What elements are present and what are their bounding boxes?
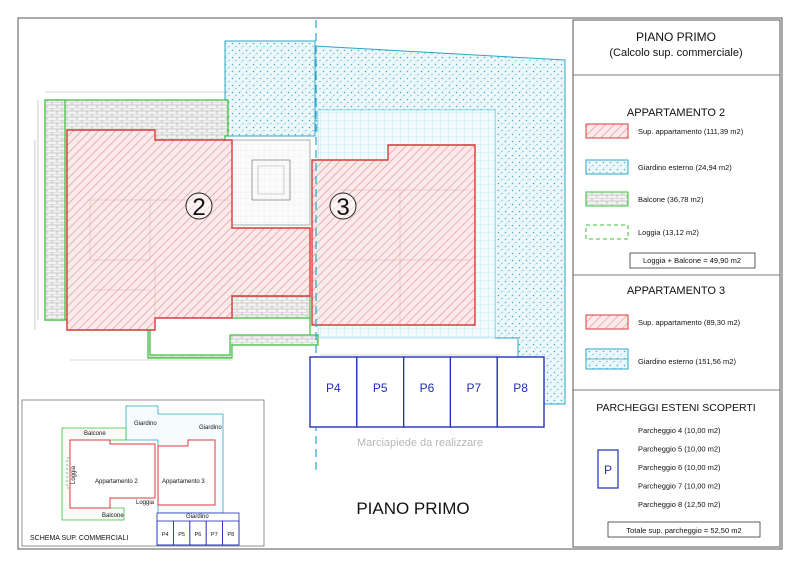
legend-apt2-heading: APPARTAMENTO 2: [626, 107, 726, 119]
schema-label-giardino-small: Giardino: [134, 421, 157, 427]
parking-stall-label: P4: [326, 381, 341, 395]
schema-parking-label: P6: [194, 532, 202, 538]
legend-parking-item: Parcheggio 5 (10,00 m2): [638, 444, 721, 454]
balcony-west: [45, 100, 65, 320]
sidewalk-note: Marciapiede da realizzare: [357, 437, 483, 449]
schema-label-balcone-bottom: Balcone: [102, 513, 124, 519]
parking-stall-label: P7: [466, 381, 482, 395]
legend-apt2-item: Loggia (13,12 m2): [638, 228, 699, 237]
legend-parking-item: Parcheggio 8 (12,50 m2): [638, 500, 721, 509]
schema-label-apt3: Appartamento 3: [162, 479, 205, 485]
legend-apt2-total: Loggia + Balcone = 49,90 m2: [643, 256, 741, 265]
legend-parking-item: Parcheggio 7 (10,00 m2): [638, 481, 721, 491]
swatch-balcony: [586, 192, 628, 206]
parking-stall-label: P8: [513, 381, 528, 395]
schema-label-giardino: Giardino: [199, 425, 222, 431]
legend-panel: [573, 20, 780, 547]
schema-label-loggia-bottom: Loggia: [136, 500, 155, 506]
legend-apt2-item: Sup. appartamento (111,39 m2): [638, 127, 744, 136]
parking-stall-label: P5: [372, 381, 388, 395]
schema-parking-label: P4: [161, 532, 169, 538]
schema-label-giardino-bottom: Giardino: [186, 514, 209, 520]
floor-title: PIANO PRIMO: [356, 499, 470, 518]
stairwell: [232, 140, 310, 225]
legend-title: PIANO PRIMO: [635, 30, 717, 44]
legend-parking-total: Totale sup. parcheggio = 52,50 m2: [626, 526, 742, 535]
schema-apartment-2: [70, 440, 155, 508]
swatch-garden: [586, 160, 628, 174]
legend-parking-item: Parcheggio 6 (10,00 m2): [638, 463, 721, 472]
schema-label-apt2: Appartamento 2: [95, 479, 138, 485]
swatch-apartment: [586, 124, 628, 138]
schema-parking-label: P5: [178, 532, 185, 538]
parking-symbol: P: [603, 463, 613, 477]
apartment-3: [312, 145, 475, 325]
garden-apt2: [225, 41, 315, 136]
legend-parking-heading: PARCHEGGI ESTENI SCOPERTI: [596, 402, 756, 414]
schema-label-loggia-left: Loggia: [71, 465, 77, 484]
legend-apt3-item: Giardino esterno (151,56 m2): [638, 357, 736, 366]
schema-title: SCHEMA SUP. COMMERCIALI: [30, 535, 129, 542]
legend-apt3-item: Sup. appartamento (89,30 m2): [638, 318, 741, 327]
legend-parking-item: Parcheggio 4 (10,00 m2): [638, 426, 721, 435]
schema-inset: [22, 400, 264, 546]
schema-parking-label: P7: [211, 532, 218, 538]
schema-apartment-3: [158, 440, 215, 505]
legend-apt2-item: Balcone (36,78 m2): [638, 195, 704, 204]
swatch-apartment-3: [586, 315, 628, 329]
legend-apt3-heading: APPARTAMENTO 3: [626, 285, 726, 297]
parking-row: [310, 357, 544, 427]
unit-number-2: 2: [192, 194, 206, 221]
unit-number-3: 3: [336, 194, 350, 221]
legend-subtitle: (Calcolo sup. commerciale): [609, 47, 743, 59]
legend-apt2-item: Giardino esterno (24,94 m2): [638, 163, 732, 172]
schema-label-balcone-top: Balcone: [84, 431, 106, 437]
parking-stall-label: P6: [419, 381, 435, 395]
schema-parking-label: P8: [227, 532, 235, 538]
